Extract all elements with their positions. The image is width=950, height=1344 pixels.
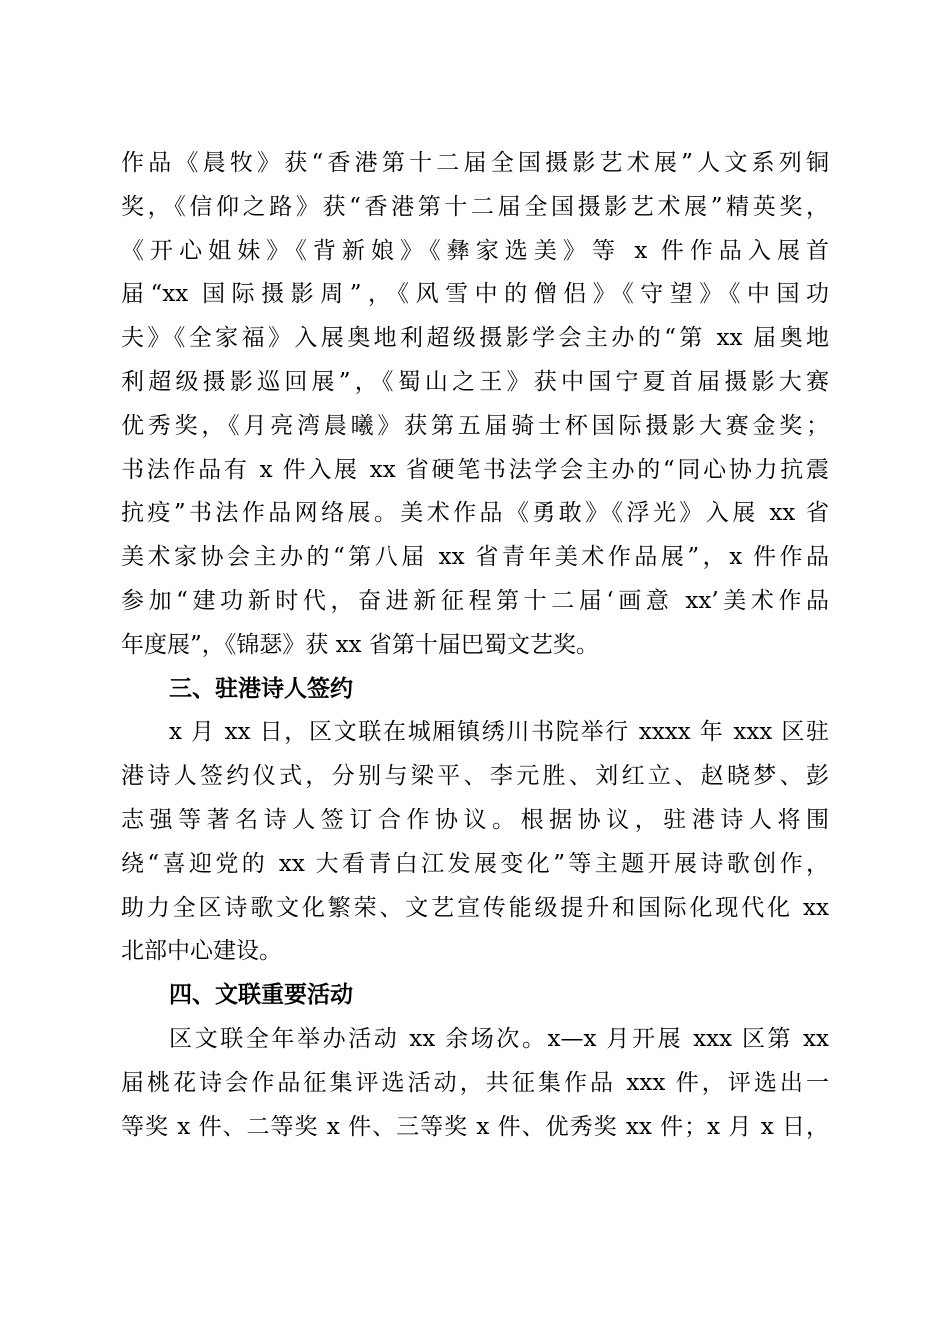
paragraph-line: 作品《晨牧》获“香港第十二届全国摄影艺术展”人文系列铜 (121, 150, 829, 176)
paragraph-line: 等奖 x 件、二等奖 x 件、三等奖 x 件、优秀奖 xx 件；x 月 x 日， (121, 1113, 829, 1140)
paragraph-line: 优秀奖，《月亮湾晨曦》获第五届骑士杯国际摄影大赛金奖； (121, 412, 829, 439)
paragraph-line: 绕“喜迎党的 xx 大看青白江发展变化”等主题开展诗歌创作， (121, 850, 829, 877)
paragraph-line: 港诗人签约仪式，分别与梁平、李元胜、刘红立、赵晓梦、彭 (121, 763, 829, 790)
paragraph-line: 届桃花诗会作品征集评选活动，共征集作品 xxx 件，评选出一 (121, 1069, 829, 1096)
paragraph-line: 北部中心建设。 (121, 938, 282, 965)
document-body (121, 142, 829, 1149)
paragraph-line: 抗疫”书法作品网络展。美术作品《勇敢》《浮光》入展 xx 省 (121, 500, 829, 527)
paragraph-line: 年度展”，《锦瑟》获 xx 省第十届巴蜀文艺奖。 (121, 631, 599, 658)
section-heading-poets: 三、驻港诗人签约 (169, 675, 353, 702)
paragraph-line: 参加“建功新时代，奋进新征程第十二届‘画意 xx’美术作品 (121, 587, 829, 614)
paragraph-line: 助力全区诗歌文化繁荣、文艺宣传能级提升和国际化现代化 xx (121, 894, 829, 921)
paragraph-line: 《开心姐妹》《背新娘》《彝家选美》等 x 件作品入展首 (121, 237, 829, 264)
paragraph-line: x 月 xx 日，区文联在城厢镇绣川书院举行 xxxx 年 xxx 区驻 (169, 719, 829, 746)
paragraph-line: 届“xx 国际摄影周”，《风雪中的僧侣》《守望》《中国功 (121, 281, 829, 308)
paragraph-line: 书法作品有 x 件入展 xx 省硬笔书法学会主办的“同心协力抗震 (121, 456, 829, 483)
paragraph-line: 区文联全年举办活动 xx 余场次。x—x 月开展 xxx 区第 xx (169, 1025, 829, 1052)
paragraph-line: 利超级摄影巡回展”，《蜀山之王》获中国宁夏首届摄影大赛 (121, 368, 829, 395)
paragraph-line: 志强等著名诗人签订合作协议。根据协议，驻港诗人将围 (121, 806, 829, 833)
paragraph-line: 夫》《全家福》入展奥地利超级摄影学会主办的“第 xx 届奥地 (121, 325, 829, 352)
paragraph-line: 美术家协会主办的“第八届 xx 省青年美术作品展”，x 件作品 (121, 544, 829, 571)
section-heading-activities: 四、文联重要活动 (169, 982, 353, 1009)
paragraph-line: 奖，《信仰之路》获“香港第十二届全国摄影艺术展”精英奖， (121, 193, 829, 220)
